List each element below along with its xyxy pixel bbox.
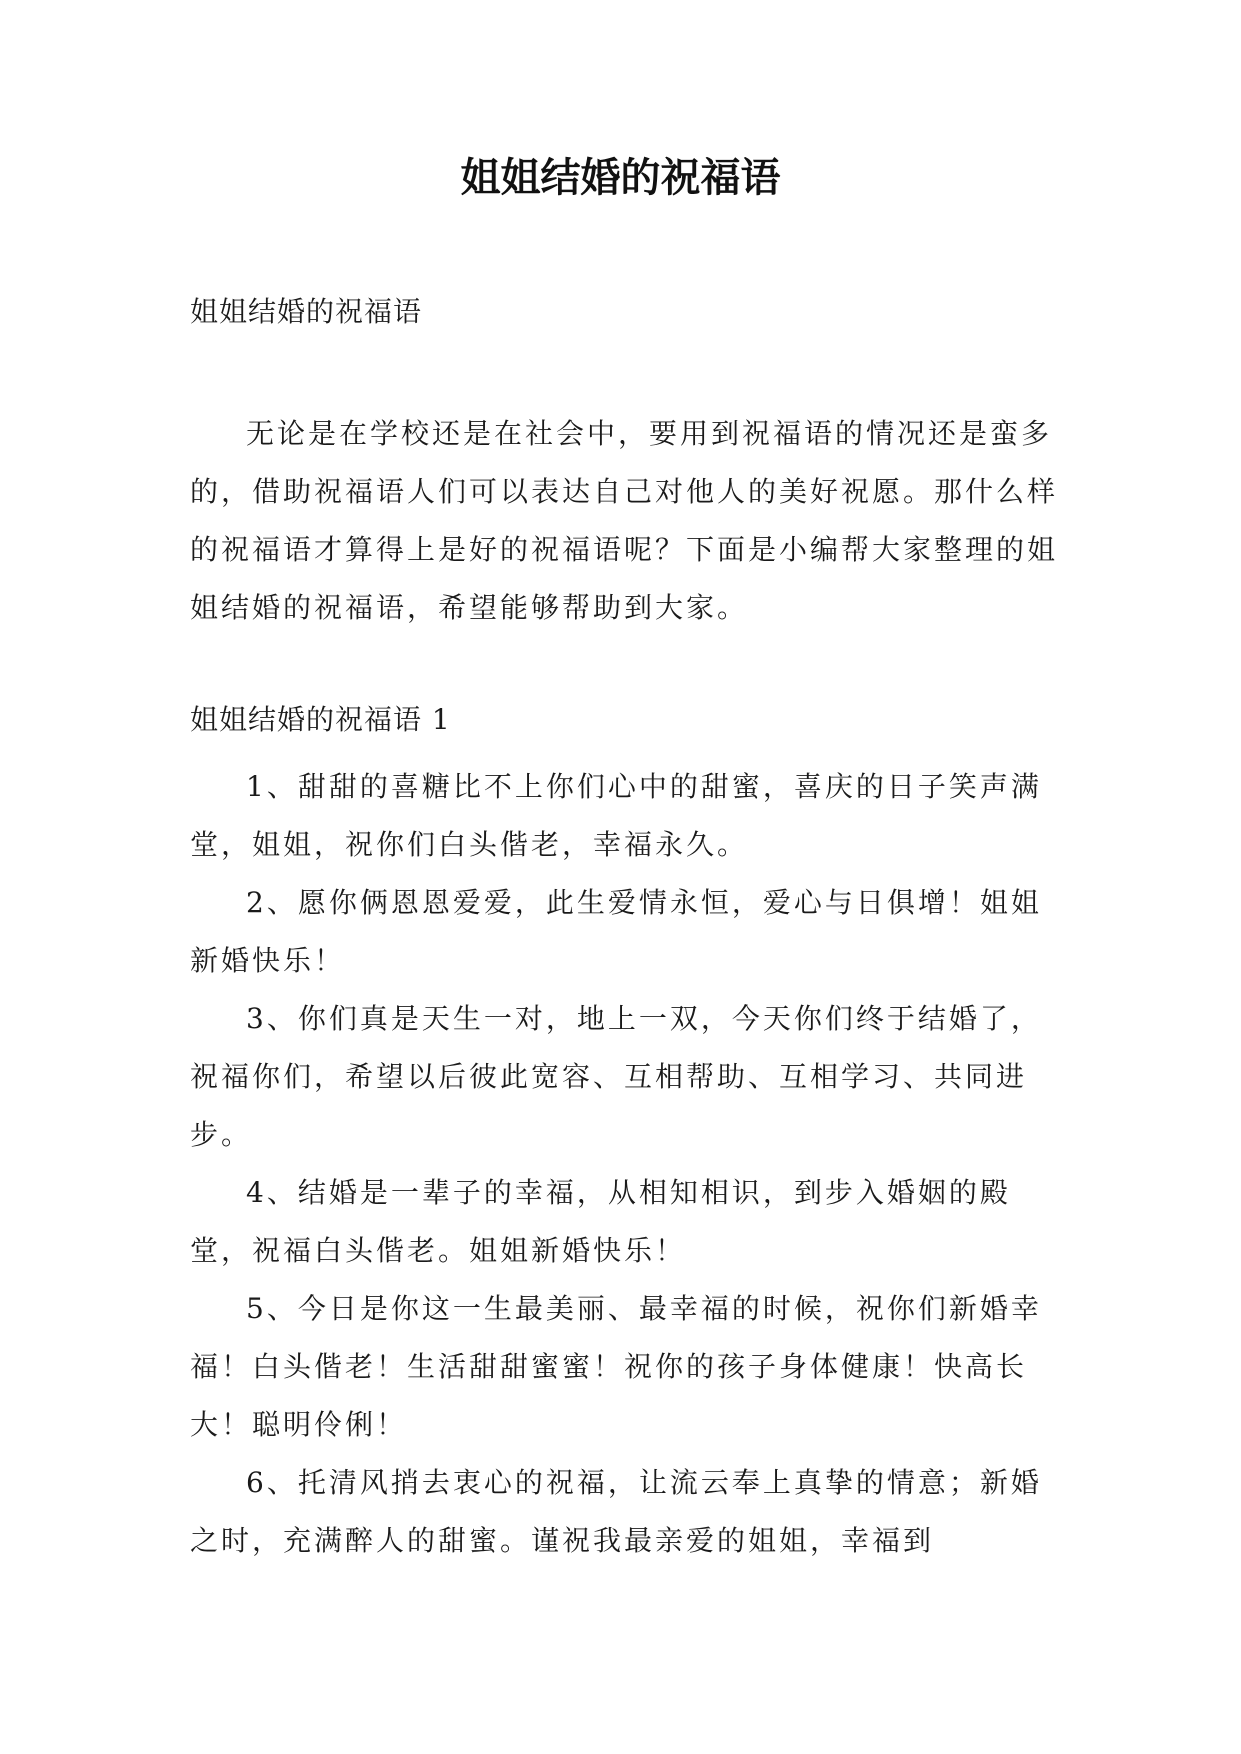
list-item: 5、今日是你这一生最美丽、最幸福的时候，祝你们新婚幸福！白头偕老！生活甜甜蜜蜜！祝你的孩子身体健康！快高长大！聪明伶俐！ xyxy=(190,1292,1042,1441)
intro-section xyxy=(190,405,1070,637)
list-item: 2、愿你俩恩恩爱爱，此生爱情永恒，爱心与日俱增！姐姐新婚快乐！ xyxy=(190,886,1042,977)
list-item: 1、甜甜的喜糖比不上你们心中的甜蜜，喜庆的日子笑声满堂，姐姐，祝你们白头偕老，幸福永久。 xyxy=(190,770,1042,861)
list-item: 4、结婚是一辈子的幸福，从相知相识，到步入婚姻的殿堂，祝福白头偕老。姐姐新婚快乐！ xyxy=(190,1176,1011,1267)
list-item: 3、你们真是天生一对，地上一双，今天你们终于结婚了，祝福你们，希望以后彼此宽容、互相帮助、互相学习、共同进步。 xyxy=(190,1002,1042,1151)
intro-paragraph: 无论是在学校还是在社会中，要用到祝福语的情况还是蛮多的，借助祝福语人们可以表达自己对他人的美好祝愿。那什么样的祝福语才算得上是好的祝福语呢？下面是小编帮大家整理的姐姐结婚的祝福语，希望能够帮助到大家。 xyxy=(190,417,1059,624)
list-item: 6、托清风捎去衷心的祝福，让流云奉上真挚的情意；新婚之时，充满醉人的甜蜜。谨祝我最亲爱的姐姐，幸福到 xyxy=(190,1466,1042,1557)
document-title: 姐姐结婚的祝福语 xyxy=(460,155,781,201)
document-subtitle: 姐姐结婚的祝福语 xyxy=(190,295,423,328)
section-heading: 姐姐结婚的祝福语 1 xyxy=(190,703,451,736)
blessing-list xyxy=(190,758,1070,1570)
